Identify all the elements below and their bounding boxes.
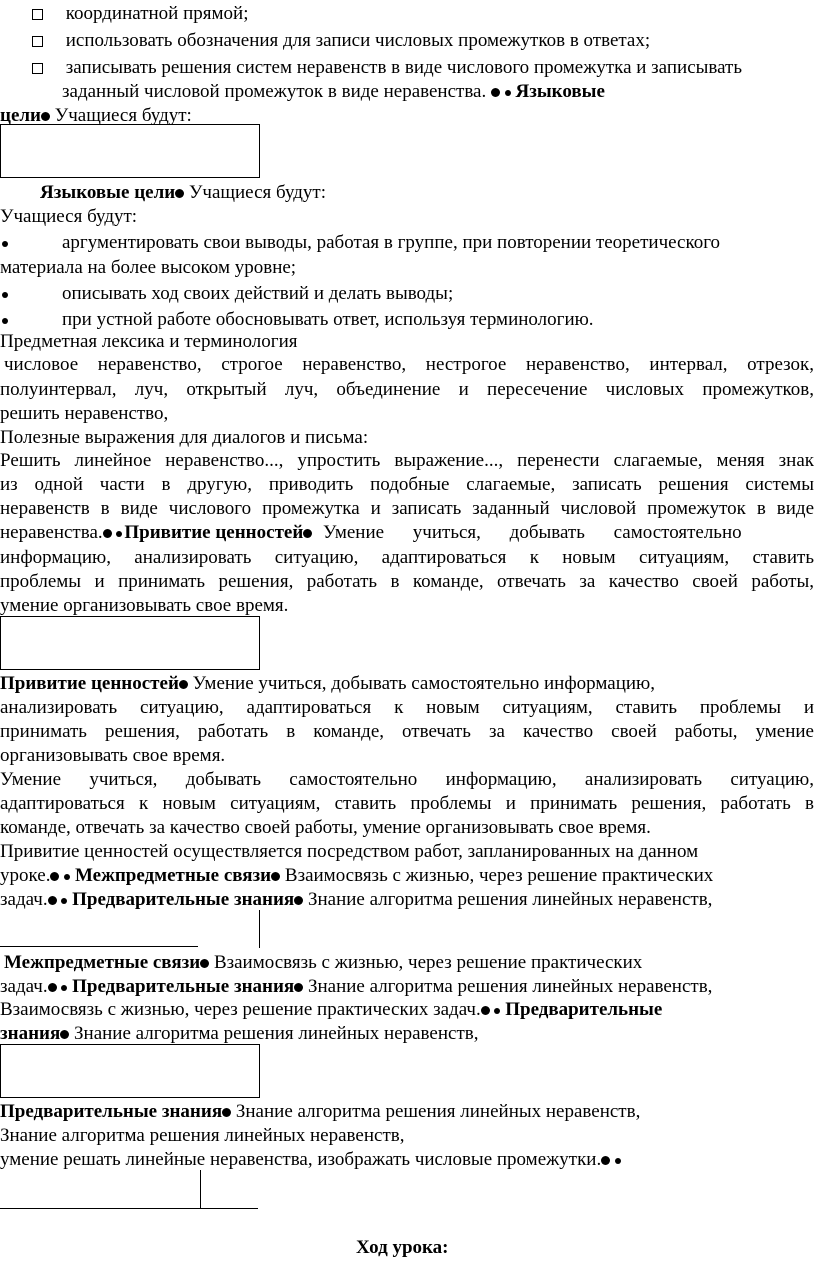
bullet-dot-icon xyxy=(64,874,70,880)
bullet-dot-icon xyxy=(494,1008,500,1014)
relation-line: Взаимосвязь с жизнью, через решение практических задач. Предварительные xyxy=(0,999,663,1020)
inter-line: уроке. Межпредметные связи Взаимосвязь с жизнью, через решение практических xyxy=(0,865,714,886)
prior-line-3: знания Знание алгоритма решения линейных неравенств, xyxy=(0,1023,479,1044)
bullet-dot-icon xyxy=(2,318,8,324)
phrases-title: Полезные выражения для диалогов и письма: xyxy=(0,427,369,448)
bullet-item-3: при устной работе обосновывать ответ, используя терминологию. xyxy=(0,309,8,331)
empty-table-cell xyxy=(0,124,260,178)
lexicon-line: полуинтервал, луч, открытый луч, объединение и пересечение числовых промежутков, xyxy=(0,379,814,400)
values-line: проблемы и принимать решения, работать в команде, отвечать за качество своей работы, xyxy=(0,571,814,592)
checkbox-square-icon xyxy=(32,9,43,20)
bullet-item-1: аргументировать свои выводы, работая в группе, при повторении теоретического xyxy=(0,232,8,254)
lang-goals-heading: Языковые цели Учащиеся будут: xyxy=(40,182,327,203)
bullet-dot-icon xyxy=(491,88,500,97)
phrases-line: из одной части в другую, приводить подобные слагаемые, записать решения системы xyxy=(0,474,814,495)
checklist-item-3: записывать решения систем неравенств в виде числового промежутка и записывать xyxy=(32,57,742,79)
bullet-dot-icon xyxy=(294,983,303,992)
checkbox-square-icon xyxy=(32,36,43,47)
phrases-line: Решить линейное неравенство..., упростить выражение..., перенести слагаемые, меняя знак xyxy=(0,450,814,471)
empty-table-cell xyxy=(0,616,260,670)
bullet-dot-icon xyxy=(2,292,8,298)
bullet-dot-icon xyxy=(61,985,67,991)
empty-table-cell xyxy=(0,1044,260,1098)
table-border-line xyxy=(0,1208,258,1209)
phrases-line: неравенств в виде числового промежутка и записать заданный числовой промежуток в виде xyxy=(0,498,814,519)
bullet-item-1-cont: материала на более высоком уровне; xyxy=(0,257,297,278)
table-border-line xyxy=(200,1170,201,1209)
bullet-dot-icon xyxy=(61,898,67,904)
bullet-dot-icon xyxy=(601,1156,610,1165)
lesson-course-heading: Ход урока: xyxy=(356,1237,449,1258)
knowledge-line: Знание алгоритма решения линейных неравенств, xyxy=(0,1125,405,1146)
students-will-text: Учащиеся будут: xyxy=(0,206,138,227)
lexicon-line: числовое неравенство, строгое неравенство, нестрогое неравенство, интервал, отрезок, xyxy=(4,354,814,375)
values-line: умение организовывать свое время. xyxy=(0,595,289,616)
checkbox-square-icon xyxy=(32,63,43,74)
checklist-item-1: координатной прямой; xyxy=(32,3,248,25)
values2-line: анализировать ситуацию, адаптироваться к новым ситуациям, ставить проблемы и xyxy=(0,697,814,718)
lang-goals-line: цели Учащиеся будут: xyxy=(0,105,192,126)
bullet-dot-icon xyxy=(200,959,209,968)
table-border-line xyxy=(0,946,198,947)
bullet-dot-icon xyxy=(60,1030,69,1039)
bullet-dot-icon xyxy=(41,112,50,121)
values2-line: принимать решения, работать в команде, отвечать за качество своей работы, умение xyxy=(0,721,814,742)
bullet-dot-icon xyxy=(294,896,303,905)
skills-line: Умение учиться, добывать самостоятельно информацию, анализировать ситуацию, xyxy=(0,769,814,790)
bullet-dot-icon xyxy=(103,529,112,538)
lexicon-line: решить неравенство, xyxy=(0,403,169,424)
bullet-dot-icon xyxy=(50,872,59,881)
prior-line: задач. Предварительные знания Знание алгоритма решения линейных неравенств, xyxy=(0,889,713,910)
values-line: информацию, анализировать ситуацию, адаптироваться к новым ситуациям, ставить xyxy=(0,547,814,568)
table-border-line xyxy=(259,910,260,948)
bullet-dot-icon xyxy=(48,896,57,905)
bullet-dot-icon xyxy=(179,680,188,689)
values-impl-line: Привитие ценностей осуществляется посредством работ, запланированных на данном xyxy=(0,841,699,862)
prior-line-2: задач. Предварительные знания Знание алгоритма решения линейных неравенств, xyxy=(0,976,713,997)
bullet-dot-icon xyxy=(116,531,122,537)
bullet-dot-icon xyxy=(175,189,184,198)
bullet-item-2: описывать ход своих действий и делать выводы; xyxy=(0,283,8,305)
bullet-dot-icon xyxy=(303,529,312,538)
values-heading-2: Привитие ценностей Умение учиться, добывать самостоятельно информацию, xyxy=(0,673,655,694)
values2-line: организовывать свое время. xyxy=(0,745,226,766)
bullet-dot-icon xyxy=(505,90,511,96)
skills-line: адаптироваться к новым ситуациям, ставить проблемы и принимать решения, работать в xyxy=(0,793,814,814)
bullet-dot-icon xyxy=(2,241,8,247)
skills-line: команде, отвечать за качество своей работы, умение организовывать свое время. xyxy=(0,817,651,838)
bullet-dot-icon xyxy=(222,1108,231,1117)
checklist-item-2: использовать обозначения для записи числовых промежутков в ответах; xyxy=(32,30,650,52)
phrases-values-line: неравенства. Привитие ценностей Умение учиться, добывать самостоятельно xyxy=(0,522,742,543)
bullet-dot-icon xyxy=(271,872,280,881)
checklist-item-3-cont: заданный числовой промежуток в виде неравенства. Языковые xyxy=(62,81,605,102)
bullet-dot-icon xyxy=(481,1006,490,1015)
inter-heading-2: Межпредметные связи Взаимосвязь с жизнью, через решение практических xyxy=(4,952,643,973)
bullet-dot-icon xyxy=(615,1158,621,1164)
bullet-dot-icon xyxy=(48,983,57,992)
prior-heading-2: Предварительные знания Знание алгоритма решения линейных неравенств, xyxy=(0,1101,641,1122)
lexicon-title: Предметная лексика и терминология xyxy=(0,331,298,352)
ability-line: умение решать линейные неравенства, изображать числовые промежутки. xyxy=(0,1149,621,1171)
